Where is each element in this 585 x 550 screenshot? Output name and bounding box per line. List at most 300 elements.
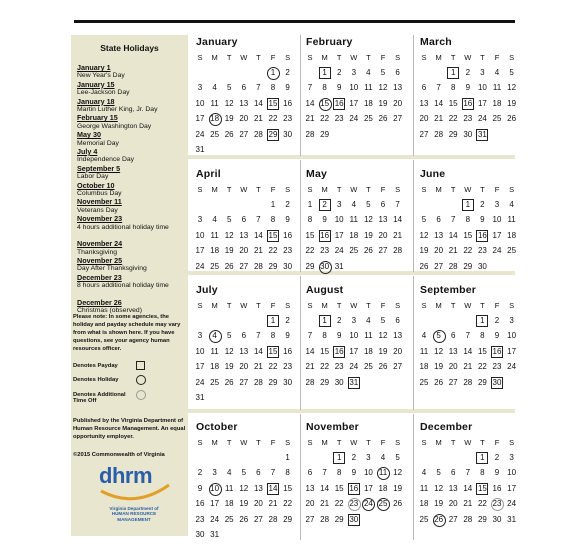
calendar-day: 4 [212, 83, 217, 93]
calendar-day: 13 [434, 230, 444, 240]
weekday-label: M [435, 438, 442, 447]
weekday-label: T [336, 438, 342, 447]
calendar-day: 26 [224, 261, 234, 271]
calendar-day: 11 [364, 331, 373, 341]
calendar-day: 2 [351, 453, 357, 462]
calendar-day: 23 [490, 498, 504, 510]
column-separator [300, 414, 301, 540]
weekday-label: S [307, 438, 313, 447]
calendar-day: 20 [239, 362, 249, 372]
calendar-day: 28 [253, 129, 263, 139]
month-name: March [420, 36, 452, 48]
holiday-name: Labor Day [77, 173, 109, 181]
holiday-entry [77, 240, 187, 257]
calendar-day: 5 [509, 68, 514, 77]
calendar-day: 15 [266, 230, 280, 242]
calendar-day: 1 [332, 452, 346, 464]
calendar-day: 14 [253, 346, 263, 356]
calendar-day: 2 [480, 200, 485, 209]
weekday-label: S [285, 438, 291, 447]
weekday-label: S [197, 438, 203, 447]
calendar-day: 7 [270, 468, 276, 478]
weekday-label: T [336, 301, 342, 310]
month-name: October [196, 421, 238, 433]
calendar-day: 10 [334, 215, 344, 225]
calendar-day: 14 [253, 230, 263, 240]
calendar-day: 1 [285, 453, 290, 462]
calendar-day: 19 [434, 499, 444, 509]
holiday-entry [77, 198, 187, 215]
calendar-day: 3 [212, 468, 217, 478]
calendar-day: 24 [349, 114, 359, 124]
weekday-label: T [256, 438, 261, 447]
calendar-day: 13 [305, 483, 315, 493]
calendar-day: 7 [395, 200, 400, 209]
calendar-day: 14 [448, 230, 458, 240]
calendar-day: 9 [465, 83, 471, 93]
calendar-day: 10 [195, 346, 205, 356]
calendar-day: 26 [239, 514, 249, 524]
calendar-day: 18 [419, 362, 429, 372]
calendar-day: 7 [256, 83, 261, 93]
column-separator [300, 276, 301, 410]
calendar-day: 12 [434, 483, 444, 493]
calendar-day: 17 [507, 483, 517, 493]
calendar-day: 15 [305, 230, 315, 240]
holiday-name: Lee-Jackson Day [77, 89, 130, 97]
calendar-day: 4 [212, 215, 217, 225]
calendar-day: 22 [268, 114, 278, 124]
weekday-label: F [270, 438, 276, 447]
calendar-day: 13 [239, 346, 249, 356]
holiday-name: George Washington Day [77, 122, 152, 130]
holiday-name: 4 hours additional holiday time [77, 223, 169, 231]
calendar-day: 11 [364, 83, 373, 93]
weekday-label: T [480, 438, 485, 447]
calendar-day: 17 [507, 346, 517, 356]
calendar-day: 19 [419, 246, 429, 256]
calendar-day: 29 [268, 377, 278, 387]
calendar-day: 18 [363, 98, 373, 108]
weekday-label: M [321, 53, 328, 62]
calendar-day: 1 [318, 315, 332, 327]
calendar-day: 8 [465, 215, 471, 225]
calendar-day: 6 [450, 331, 456, 341]
calendar-day: 16 [283, 346, 293, 356]
calendar-day: 28 [448, 261, 458, 271]
calendar-day: 22 [320, 114, 330, 124]
calendar-day: 29 [477, 377, 487, 387]
calendar-day: 24 [349, 362, 359, 372]
calendar-day: 15 [283, 483, 293, 493]
weekday-label: M [321, 185, 328, 194]
calendar-day: 24 [195, 129, 205, 139]
calendar-day: 24 [195, 377, 205, 387]
weekday-label: S [421, 53, 427, 62]
calendar-day: 29 [268, 261, 278, 271]
calendar-day: 17 [210, 499, 220, 509]
calendar-day: 29 [463, 261, 473, 271]
calendar-day: 24 [334, 246, 344, 256]
calendar-day: 19 [378, 98, 388, 108]
calendar-day: 2 [494, 453, 500, 462]
holiday-date: February 15 [77, 113, 118, 123]
calendar-day: 30 [463, 129, 473, 139]
calendar-day: 25 [363, 114, 373, 124]
weekday-label: W [464, 185, 472, 194]
calendar-day: 27 [419, 129, 429, 139]
weekday-label: W [350, 53, 358, 62]
calendar-day: 31 [334, 261, 344, 271]
calendar-day: 17 [195, 246, 205, 256]
calendar-day: 12 [363, 215, 373, 225]
calendar-day: 13 [419, 98, 429, 108]
holiday-date: September 5 [77, 163, 121, 173]
calendar-day: 27 [434, 261, 444, 271]
month-name: April [196, 168, 221, 180]
weekday-label: F [270, 53, 276, 62]
calendar-day: 5 [226, 83, 232, 93]
weekday-label: S [509, 53, 515, 62]
calendar-day: 10 [195, 230, 205, 240]
calendar-day: 15 [266, 346, 280, 358]
calendar-day: 1 [266, 67, 280, 79]
calendar-day: 2 [494, 316, 500, 325]
calendar-day: 5 [432, 330, 446, 342]
calendar-day: 10 [507, 331, 517, 341]
calendar-day: 25 [210, 377, 220, 387]
calendar-day: 1 [318, 67, 332, 79]
dhrm-logo [95, 463, 175, 529]
calendar-day: 18 [210, 362, 220, 372]
weekday-label: T [366, 53, 371, 62]
calendar-day: 15 [334, 483, 344, 493]
calendar-day: 27 [239, 261, 249, 271]
holiday-date: December 23 [77, 272, 122, 282]
weekday-label: M [211, 438, 218, 447]
holiday-date: January 1 [77, 63, 111, 72]
calendar-day: 12 [224, 98, 234, 108]
weekday-label: T [226, 53, 232, 62]
calendar-day: 8 [307, 215, 313, 225]
calendar-day: 26 [507, 114, 517, 124]
calendar-day: 9 [197, 483, 203, 493]
weekday-label: W [350, 185, 358, 194]
calendar-day: 9 [336, 83, 342, 93]
calendar-day: 12 [239, 483, 249, 493]
calendar-day: 8 [270, 331, 276, 341]
calendar-day: 27 [378, 246, 388, 256]
calendar-day: 19 [224, 246, 234, 256]
calendar-day: 11 [210, 230, 219, 240]
calendar-day: 23 [320, 246, 330, 256]
weekday-label: W [464, 53, 472, 62]
calendar-day: 29 [305, 261, 315, 271]
calendar-day: 21 [305, 362, 315, 372]
row-separator [188, 409, 515, 413]
calendar-day: 4 [380, 453, 386, 462]
calendar-day: 16 [332, 346, 346, 358]
calendar-day: 2 [285, 316, 290, 325]
calendar-day: 13 [393, 83, 403, 93]
holiday-date: November 25 [77, 255, 123, 265]
weekday-label: S [421, 185, 427, 194]
weekday-label: W [240, 301, 248, 310]
calendar-day: 17 [492, 230, 502, 240]
holiday-date: December 26 [77, 297, 122, 307]
calendar-day: 18 [224, 499, 234, 509]
holiday-date: November 24 [77, 239, 123, 249]
weekday-label: S [395, 53, 401, 62]
calendar-day: 21 [253, 114, 263, 124]
calendar-day: 4 [226, 468, 232, 478]
calendar-day: 26 [378, 362, 388, 372]
calendar-day: 11 [210, 346, 219, 356]
calendar-day: 5 [366, 200, 371, 209]
calendar-day: 28 [393, 246, 403, 256]
month-name: December [420, 421, 473, 433]
calendar-day: 8 [270, 83, 276, 93]
calendar-day: 14 [463, 483, 473, 493]
weekday-label: S [285, 53, 291, 62]
weekday-label: M [435, 53, 442, 62]
calendar-day: 2 [285, 200, 290, 209]
calendar-day: 13 [239, 230, 249, 240]
legend-additional [73, 392, 126, 404]
calendar-day: 29 [266, 129, 280, 141]
calendar-day: 16 [475, 230, 489, 242]
calendar-day: 12 [378, 83, 388, 93]
weekday-label: S [197, 301, 203, 310]
calendar-day: 31 [210, 530, 220, 539]
calendar-day: 3 [197, 83, 203, 93]
weekday-label: T [336, 185, 342, 194]
weekday-label: S [307, 53, 313, 62]
weekday-label: S [509, 185, 515, 194]
calendar-day: 20 [378, 230, 388, 240]
calendar-day: 15 [318, 98, 332, 110]
calendar-day: 23 [334, 362, 344, 372]
holiday-name: 8 hours additional holiday time [77, 282, 169, 290]
calendar-day: 14 [434, 98, 444, 108]
calendar-day: 9 [285, 83, 290, 93]
calendar-day: 26 [419, 261, 429, 271]
calendar-day: 3 [336, 200, 342, 209]
calendar-day: 14 [266, 483, 280, 495]
calendar-day: 28 [268, 514, 278, 524]
calendar-day: 26 [363, 246, 373, 256]
holiday-name: Day After Thanksgiving [77, 265, 147, 273]
calendar-day: 17 [195, 362, 205, 372]
calendar-day: 7 [307, 83, 313, 93]
holiday-sidebar [71, 35, 188, 536]
calendar-day: 14 [305, 98, 315, 108]
calendar-day: 21 [463, 499, 473, 509]
calendar-day: 2 [465, 68, 471, 77]
weekday-label: S [509, 438, 515, 447]
calendar-day: 4 [421, 331, 427, 341]
weekday-label: T [256, 185, 261, 194]
weekday-label: T [366, 301, 371, 310]
weekday-label: T [366, 438, 371, 447]
calendar-day: 10 [349, 83, 359, 93]
calendar-day: 18 [419, 499, 429, 509]
calendar-day: 19 [378, 346, 388, 356]
light-circle-icon [136, 390, 146, 400]
calendar-day: 25 [419, 377, 429, 387]
calendar-day: 23 [477, 246, 487, 256]
holiday-date: May 30 [77, 130, 101, 140]
calendar-day: 17 [477, 98, 487, 108]
calendar-day: 16 [283, 230, 293, 240]
logo-wordmark: dhrm [99, 463, 152, 488]
calendar-day: 25 [492, 114, 502, 124]
weekday-label: M [211, 53, 218, 62]
weekday-label: T [480, 53, 485, 62]
calendar-day: 12 [224, 230, 234, 240]
calendar-day: 7 [465, 331, 471, 341]
calendar-day: 8 [322, 83, 327, 93]
column-separator [300, 35, 301, 156]
weekday-label: W [464, 438, 472, 447]
calendar-day: 23 [283, 362, 293, 372]
row-separator [188, 155, 515, 159]
holiday-entry [77, 165, 187, 182]
weekday-label: M [435, 185, 442, 194]
calendar-day: 13 [253, 483, 263, 493]
holiday-date: November 23 [77, 214, 123, 224]
calendar-day: 22 [320, 362, 330, 372]
calendar-day: 10 [477, 83, 487, 93]
calendar-day: 17 [349, 98, 359, 108]
calendar-day: 4 [366, 68, 371, 77]
calendar-day: 3 [494, 200, 500, 209]
calendar-day: 9 [494, 331, 500, 341]
calendar-day: 13 [448, 483, 458, 493]
calendar-day: 27 [393, 114, 403, 124]
calendar-day: 5 [226, 215, 232, 225]
calendar-day: 23 [347, 498, 361, 510]
calendar-day: 8 [270, 215, 276, 225]
calendar-day: 7 [256, 331, 261, 341]
holiday-entry [77, 98, 187, 115]
calendar-day: 9 [336, 331, 342, 341]
calendar-day: 5 [226, 331, 232, 341]
holiday-entry [77, 81, 187, 98]
holiday-entry [77, 215, 187, 240]
weekday-label: T [226, 301, 232, 310]
circle-icon [136, 375, 146, 385]
legend-additional-label: Denotes Additional [73, 392, 126, 398]
calendar-day: 15 [475, 483, 489, 495]
calendar-day: 6 [241, 215, 247, 225]
calendar-day: 31 [475, 129, 489, 141]
calendar-day: 16 [195, 499, 205, 509]
weekday-label: T [450, 53, 456, 62]
calendar-day: 11 [225, 483, 234, 493]
calendar-day: 1 [461, 199, 475, 211]
weekday-label: T [450, 438, 456, 447]
calendar-day: 10 [492, 215, 502, 225]
weekday-label: T [450, 185, 456, 194]
calendar-day: 16 [461, 98, 475, 110]
calendar-day: 11 [419, 346, 429, 356]
weekday-label: M [321, 301, 328, 310]
calendar-day: 20 [239, 114, 249, 124]
calendar-day: 1 [266, 315, 280, 327]
calendar-day: 19 [393, 483, 403, 493]
calendar-day: 30 [195, 530, 205, 539]
calendar-day: 30 [490, 377, 504, 389]
calendar-day: 6 [395, 68, 400, 77]
calendar-day: 7 [307, 331, 313, 341]
weekday-label: T [366, 185, 371, 194]
calendar-day: 3 [366, 453, 371, 462]
calendar-day: 27 [448, 514, 458, 524]
calendar-day: 4 [208, 330, 222, 342]
calendar-day: 24 [477, 114, 487, 124]
calendar-day: 7 [465, 468, 471, 478]
legend-holiday [73, 377, 118, 383]
calendar-day: 28 [463, 514, 473, 524]
holiday-name: Independence Day [77, 156, 135, 164]
calendar-day: 25 [210, 261, 220, 271]
holiday-date: November 11 [77, 197, 122, 207]
weekday-label: M [435, 301, 442, 310]
calendar-day: 21 [305, 114, 315, 124]
calendar-day: 23 [334, 114, 344, 124]
weekday-label: W [464, 301, 472, 310]
holiday-name: Columbus Day [77, 189, 122, 197]
calendar-day: 6 [380, 200, 386, 209]
payday-note: Please note: In some agencies, the holiday and payday schedule may vary from what is shown here. If you have questions, see your agency human resources officer. [73, 314, 181, 352]
calendar-day: 2 [336, 68, 342, 77]
calendar-day: 5 [380, 316, 386, 325]
weekday-label: S [421, 301, 427, 310]
calendar-day: 5 [436, 468, 441, 478]
calendar-day: 21 [320, 499, 330, 509]
calendar-day: 22 [268, 362, 278, 372]
calendar-day: 31 [195, 393, 205, 402]
calendar-day: 26 [434, 377, 444, 387]
calendar-day: 11 [376, 467, 390, 479]
calendar-day: 24 [361, 498, 375, 510]
calendar-day: 13 [378, 215, 388, 225]
weekday-label: F [270, 185, 276, 194]
calendar-day: 5 [380, 68, 386, 77]
legend-holiday-label: Denotes Holiday [73, 377, 119, 383]
holiday-entry [77, 114, 187, 131]
weekday-label: S [421, 438, 427, 447]
calendar-day: 22 [305, 246, 315, 256]
calendar-day: 30 [283, 377, 293, 387]
calendar-day: 23 [463, 114, 473, 124]
calendar-day: 16 [283, 98, 293, 108]
calendar-day: 19 [239, 499, 249, 509]
calendar-day: 31 [507, 514, 517, 524]
calendar-day: 26 [393, 499, 403, 509]
weekday-label: T [226, 185, 232, 194]
calendar-day: 30 [492, 514, 502, 524]
calendar-day: 2 [197, 468, 203, 478]
calendar-day: 25 [210, 129, 220, 139]
month-name: July [196, 284, 218, 296]
weekday-label: T [256, 53, 261, 62]
calendar-day: 27 [239, 129, 249, 139]
holiday-date: October 10 [77, 180, 115, 190]
calendar-day: 8 [480, 468, 485, 478]
holiday-entry [77, 182, 187, 199]
